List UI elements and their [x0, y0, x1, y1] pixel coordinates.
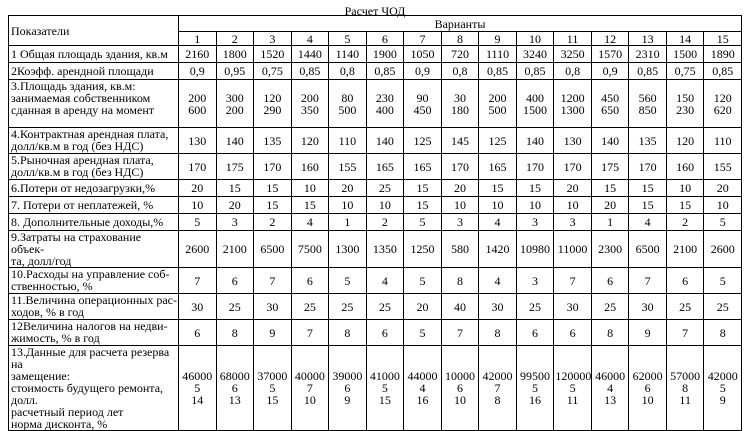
- value-cell: 15: [479, 180, 517, 197]
- value-cell: 4: [479, 214, 517, 231]
- document-title: Расчет ЧОД: [344, 4, 406, 18]
- value-cell: 1300: [329, 231, 367, 268]
- value-cell: 25: [591, 294, 629, 320]
- table-row: [9, 268, 742, 294]
- variant-number-header: 3: [254, 32, 292, 46]
- value-cell: 0,75: [254, 63, 292, 80]
- value-cell: 1570: [591, 46, 629, 63]
- variant-number-header: 11: [554, 32, 592, 46]
- value-cell: 0,9: [179, 63, 217, 80]
- value-cell: 170: [629, 154, 667, 180]
- row-label: 2Коэфф. арендной площади: [9, 63, 179, 80]
- indicators-header: Показатели: [9, 16, 179, 46]
- value-cell: 11000: [554, 231, 592, 268]
- table-row: [9, 231, 742, 268]
- value-cell: 30: [254, 294, 292, 320]
- value-cell: 30: [629, 294, 667, 320]
- value-cell: 5: [404, 268, 442, 294]
- value-cell: 1: [329, 214, 367, 231]
- row-label: 12Величина налогов на недви- жимость, % в год: [9, 320, 179, 346]
- table-row: [9, 197, 742, 214]
- value-cell: 560 850: [629, 80, 667, 128]
- value-cell: 20: [704, 180, 742, 197]
- value-cell: 99500 5 16: [516, 346, 554, 431]
- value-cell: 135: [254, 128, 292, 154]
- value-cell: 3: [441, 214, 479, 231]
- value-cell: 44000 4 16: [404, 346, 442, 431]
- value-cell: 580: [441, 231, 479, 268]
- value-cell: 175: [216, 154, 254, 180]
- value-cell: 170: [516, 154, 554, 180]
- value-cell: 5: [179, 214, 217, 231]
- value-cell: 8: [591, 320, 629, 346]
- value-cell: 15: [254, 197, 292, 214]
- variant-number-header: 8: [441, 32, 479, 46]
- value-cell: 20: [554, 180, 592, 197]
- value-cell: 120 620: [704, 80, 742, 128]
- variant-number-header: 2: [216, 32, 254, 46]
- value-cell: 1200 1300: [554, 80, 592, 128]
- row-label: 10.Расходы на управление соб- ственностью, %: [9, 268, 179, 294]
- value-cell: 165: [366, 154, 404, 180]
- value-cell: 4: [291, 214, 329, 231]
- value-cell: 6: [516, 320, 554, 346]
- value-cell: 145: [441, 128, 479, 154]
- value-cell: 0,85: [479, 63, 517, 80]
- value-cell: 8: [441, 268, 479, 294]
- value-cell: 6: [591, 268, 629, 294]
- variant-number-header: 13: [629, 32, 667, 46]
- value-cell: 20: [179, 180, 217, 197]
- value-cell: 170: [179, 154, 217, 180]
- table-row: [9, 154, 742, 180]
- value-cell: 20: [216, 197, 254, 214]
- value-cell: 15: [666, 197, 704, 214]
- value-cell: 125: [479, 128, 517, 154]
- row-label: 8. Дополнительные доходы,%: [9, 214, 179, 231]
- value-cell: 6: [216, 268, 254, 294]
- value-cell: 15: [404, 197, 442, 214]
- value-cell: 10: [441, 197, 479, 214]
- table-body: [9, 46, 742, 431]
- value-cell: 0,85: [291, 63, 329, 80]
- value-cell: 1250: [404, 231, 442, 268]
- value-cell: 0,8: [441, 63, 479, 80]
- value-cell: 25: [366, 180, 404, 197]
- value-cell: 20: [404, 294, 442, 320]
- value-cell: 0,75: [666, 63, 704, 80]
- value-cell: 0,85: [366, 63, 404, 80]
- value-cell: 0,85: [629, 63, 667, 80]
- value-cell: 30: [554, 294, 592, 320]
- value-cell: 0,8: [554, 63, 592, 80]
- value-cell: 130: [179, 128, 217, 154]
- value-cell: 200 350: [291, 80, 329, 128]
- value-cell: 200 600: [179, 80, 217, 128]
- value-cell: 25: [216, 294, 254, 320]
- value-cell: 125: [404, 128, 442, 154]
- value-cell: 5: [704, 214, 742, 231]
- value-cell: 39000 6 9: [329, 346, 367, 431]
- value-cell: 57000 8 11: [666, 346, 704, 431]
- value-cell: 6500: [629, 231, 667, 268]
- value-cell: 10000 6 10: [441, 346, 479, 431]
- value-cell: 165: [404, 154, 442, 180]
- value-cell: 46000 5 14: [179, 346, 217, 431]
- variant-number-header: 5: [329, 32, 367, 46]
- value-cell: 165: [479, 154, 517, 180]
- value-cell: 25: [329, 294, 367, 320]
- value-cell: 15: [216, 180, 254, 197]
- value-cell: 10: [516, 197, 554, 214]
- table-row: [9, 180, 742, 197]
- value-cell: 300 200: [216, 80, 254, 128]
- value-cell: 10: [554, 197, 592, 214]
- value-cell: 8: [704, 320, 742, 346]
- value-cell: 8: [216, 320, 254, 346]
- value-cell: 1050: [404, 46, 442, 63]
- value-cell: 0,85: [516, 63, 554, 80]
- value-cell: 6500: [254, 231, 292, 268]
- value-cell: 0,9: [591, 63, 629, 80]
- value-cell: 1140: [329, 46, 367, 63]
- value-cell: 2100: [666, 231, 704, 268]
- value-cell: 8: [479, 320, 517, 346]
- value-cell: 720: [441, 46, 479, 63]
- value-cell: 140: [591, 128, 629, 154]
- value-cell: 170: [554, 154, 592, 180]
- table-row: [9, 63, 742, 80]
- value-cell: 2100: [216, 231, 254, 268]
- value-cell: 3250: [554, 46, 592, 63]
- value-cell: 7: [254, 268, 292, 294]
- value-cell: 9: [629, 320, 667, 346]
- value-cell: 140: [216, 128, 254, 154]
- value-cell: 120: [666, 128, 704, 154]
- value-cell: 2160: [179, 46, 217, 63]
- value-cell: 5: [704, 268, 742, 294]
- value-cell: 230 400: [366, 80, 404, 128]
- variant-number-header: 10: [516, 32, 554, 46]
- row-label: 4.Контрактная арендная плата, долл/кв.м в год (без НДС): [9, 128, 179, 154]
- value-cell: 1110: [479, 46, 517, 63]
- value-cell: 0,85: [704, 63, 742, 80]
- value-cell: 15: [591, 180, 629, 197]
- value-cell: 120: [291, 128, 329, 154]
- variant-number-header: 4: [291, 32, 329, 46]
- chod-table: [8, 15, 742, 431]
- value-cell: 6: [366, 320, 404, 346]
- value-cell: 110: [704, 128, 742, 154]
- value-cell: 150 230: [666, 80, 704, 128]
- value-cell: 3240: [516, 46, 554, 63]
- variant-number-header: 12: [591, 32, 629, 46]
- variant-number-header: 6: [366, 32, 404, 46]
- value-cell: 2300: [591, 231, 629, 268]
- row-label: 6.Потери от недозагрузки,%: [9, 180, 179, 197]
- value-cell: 4: [629, 214, 667, 231]
- value-cell: 41000 5 15: [366, 346, 404, 431]
- value-cell: 15: [254, 180, 292, 197]
- table-row: [9, 346, 742, 431]
- value-cell: 42000 5 9: [704, 346, 742, 431]
- value-cell: 80 500: [329, 80, 367, 128]
- value-cell: 15: [404, 180, 442, 197]
- table-row: [9, 214, 742, 231]
- value-cell: 10980: [516, 231, 554, 268]
- value-cell: 15: [516, 180, 554, 197]
- value-cell: 6: [179, 320, 217, 346]
- value-cell: 3: [554, 214, 592, 231]
- value-cell: 20: [441, 180, 479, 197]
- table-row: [9, 320, 742, 346]
- value-cell: 6: [554, 320, 592, 346]
- value-cell: 10: [366, 197, 404, 214]
- value-cell: 1440: [291, 46, 329, 63]
- row-label: 13.Данные для расчета резерва на замещение: стоимость будущего ремонта, долл. расчетный период лет норма дисконта, %: [9, 346, 179, 431]
- variant-number-header: 14: [666, 32, 704, 46]
- value-cell: 15: [291, 197, 329, 214]
- variant-number-header: 15: [704, 32, 742, 46]
- value-cell: 30 180: [441, 80, 479, 128]
- row-label: 7. Потери от неплатежей, %: [9, 197, 179, 214]
- value-cell: 135: [629, 128, 667, 154]
- value-cell: 4: [479, 268, 517, 294]
- value-cell: 200 500: [479, 80, 517, 128]
- value-cell: 2600: [704, 231, 742, 268]
- value-cell: 110: [329, 128, 367, 154]
- value-cell: 40000 7 10: [291, 346, 329, 431]
- value-cell: 1800: [216, 46, 254, 63]
- value-cell: 7: [554, 268, 592, 294]
- value-cell: 20: [329, 180, 367, 197]
- value-cell: 160: [666, 154, 704, 180]
- value-cell: 7: [666, 320, 704, 346]
- value-cell: 140: [366, 128, 404, 154]
- value-cell: 140: [516, 128, 554, 154]
- value-cell: 9: [254, 320, 292, 346]
- value-cell: 40: [441, 294, 479, 320]
- value-cell: 0,9: [404, 63, 442, 80]
- value-cell: 10: [479, 197, 517, 214]
- value-cell: 7500: [291, 231, 329, 268]
- value-cell: 30: [479, 294, 517, 320]
- value-cell: 10: [291, 180, 329, 197]
- variants-header: Варианты: [179, 16, 742, 32]
- value-cell: 25: [704, 294, 742, 320]
- value-cell: 400 1500: [516, 80, 554, 128]
- value-cell: 1900: [366, 46, 404, 63]
- value-cell: 0,95: [216, 63, 254, 80]
- value-cell: 2: [254, 214, 292, 231]
- value-cell: 46000 4 13: [591, 346, 629, 431]
- row-label: 1 Общая площадь здания, кв.м: [9, 46, 179, 63]
- variant-number-header: 7: [404, 32, 442, 46]
- value-cell: 1420: [479, 231, 517, 268]
- value-cell: 68000 6 13: [216, 346, 254, 431]
- value-cell: 2600: [179, 231, 217, 268]
- value-cell: 10: [179, 197, 217, 214]
- value-cell: 170: [254, 154, 292, 180]
- value-cell: 90 450: [404, 80, 442, 128]
- value-cell: 6: [666, 268, 704, 294]
- value-cell: 15: [629, 180, 667, 197]
- value-cell: 3: [516, 268, 554, 294]
- row-label: 3.Площадь здания, кв.м: занимаемая собственником сданная в аренду на момент: [9, 80, 179, 128]
- value-cell: 62000 6 10: [629, 346, 667, 431]
- table-row: [9, 128, 742, 154]
- value-cell: 10: [704, 197, 742, 214]
- value-cell: 7: [291, 320, 329, 346]
- value-cell: 25: [291, 294, 329, 320]
- value-cell: 1520: [254, 46, 292, 63]
- value-cell: 2: [366, 214, 404, 231]
- value-cell: 2310: [629, 46, 667, 63]
- row-label: 11.Величина операционных рас- ходов, % в год: [9, 294, 179, 320]
- value-cell: 20: [591, 197, 629, 214]
- value-cell: 170: [441, 154, 479, 180]
- value-cell: 7: [629, 268, 667, 294]
- value-cell: 8: [329, 320, 367, 346]
- value-cell: 130: [554, 128, 592, 154]
- value-cell: 5: [329, 268, 367, 294]
- table-row: [9, 80, 742, 128]
- value-cell: 7: [441, 320, 479, 346]
- value-cell: 42000 7 8: [479, 346, 517, 431]
- value-cell: 25: [516, 294, 554, 320]
- value-cell: 120000 5 11: [554, 346, 592, 431]
- value-cell: 4: [366, 268, 404, 294]
- value-cell: 120 290: [254, 80, 292, 128]
- value-cell: 175: [591, 154, 629, 180]
- value-cell: 25: [666, 294, 704, 320]
- value-cell: 1500: [666, 46, 704, 63]
- value-cell: 0,8: [329, 63, 367, 80]
- value-cell: 1350: [366, 231, 404, 268]
- value-cell: 10: [666, 180, 704, 197]
- value-cell: 3: [516, 214, 554, 231]
- variant-number-header: 1: [179, 32, 217, 46]
- value-cell: 450 650: [591, 80, 629, 128]
- table-row: [9, 294, 742, 320]
- value-cell: 10: [329, 197, 367, 214]
- table-row: [9, 46, 742, 63]
- value-cell: 2: [666, 214, 704, 231]
- value-cell: 25: [366, 294, 404, 320]
- value-cell: 30: [179, 294, 217, 320]
- value-cell: 6: [291, 268, 329, 294]
- value-cell: 155: [704, 154, 742, 180]
- row-label: 5.Рыночная арендная плата, долл/кв.м в год (без НДС): [9, 154, 179, 180]
- value-cell: 5: [404, 320, 442, 346]
- value-cell: 37000 5 15: [254, 346, 292, 431]
- value-cell: 1: [591, 214, 629, 231]
- value-cell: 3: [216, 214, 254, 231]
- value-cell: 1890: [704, 46, 742, 63]
- value-cell: 15: [629, 197, 667, 214]
- value-cell: 160: [291, 154, 329, 180]
- value-cell: 7: [179, 268, 217, 294]
- row-label: 9.Затраты на страхование объек- та, долл/год: [9, 231, 179, 268]
- value-cell: 155: [329, 154, 367, 180]
- value-cell: 5: [404, 214, 442, 231]
- variant-number-header: 9: [479, 32, 517, 46]
